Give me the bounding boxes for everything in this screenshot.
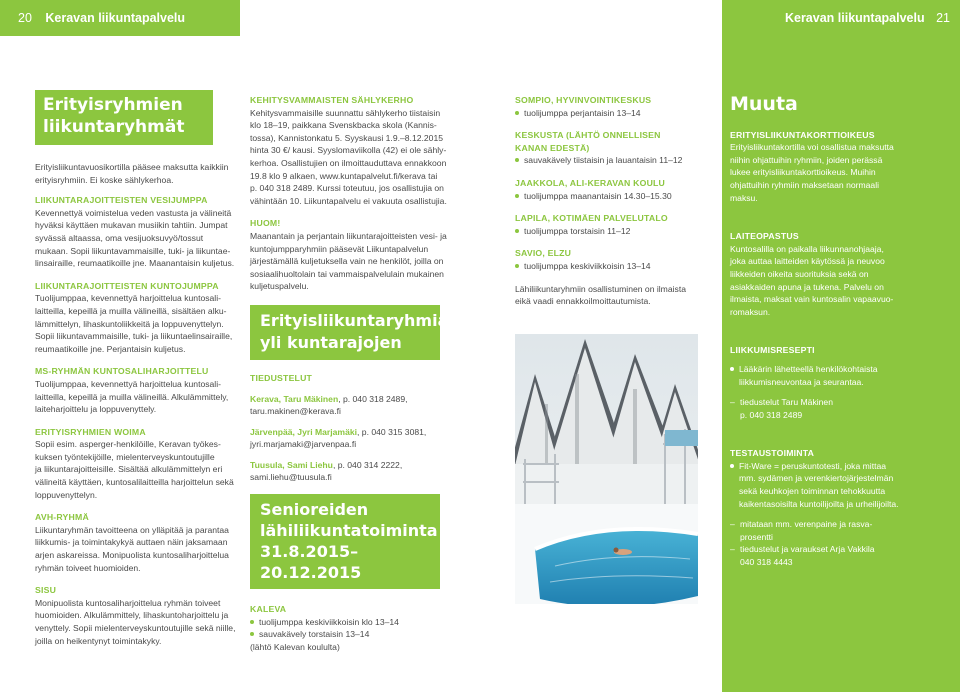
text-line: lukee erityisliikuntakorttioikeus. Muihin bbox=[730, 167, 876, 178]
text-line: Monipuolista kuntosaliharjoittelua ryhmän toiveet bbox=[35, 597, 221, 608]
section-sompio bbox=[515, 94, 715, 119]
list-item: tuolijumppa maanantaisin 14.30–15.30 bbox=[515, 190, 715, 203]
section-note bbox=[250, 217, 450, 293]
text-line: laitteilla, kepeillä ja muilla välineillä. Alkulämmittely, bbox=[35, 391, 229, 402]
section-water-gym bbox=[35, 194, 245, 270]
section-ms-group bbox=[35, 365, 245, 415]
text-line: mm. sydämen ja verenkiertojärjestelmän bbox=[739, 473, 894, 484]
text-line: loppuvenyttelyn. bbox=[35, 489, 98, 500]
winter-pool-illustration bbox=[515, 334, 698, 640]
text-line: huomioiden. Alkulämmittely, lihaskuntoharjoittelu ja bbox=[35, 610, 229, 621]
list-item: tuolijumppa keskiviikkoisin 13–14 bbox=[515, 260, 715, 273]
section-fitness-gym bbox=[35, 280, 245, 356]
section-heading: ERITYISRYHMIEN WOIMA bbox=[35, 426, 146, 437]
text-line: Erityisliikuntakortilla voi osallistua maksutta bbox=[730, 142, 894, 153]
text-line: liikkumis- ja toimintakykyä auttaen näin jaksamaan bbox=[35, 537, 228, 548]
section-heading: AVH-RYHMÄ bbox=[35, 512, 89, 523]
text-line: romaksun. bbox=[730, 306, 771, 317]
list-item: sauvakävely tiistaisin ja lauantaisin 11–12 bbox=[515, 154, 715, 167]
text-line: liikkumisneuvontaa ja seurantaa. bbox=[739, 376, 864, 387]
list-item: tuolijumppa keskiviikkoisin klo 13–14 bbox=[250, 616, 450, 629]
title-line: Erityisliikuntaryhmiä bbox=[260, 310, 449, 330]
contact-phone: , p. 040 318 2489, bbox=[338, 393, 408, 404]
section-floorball-club bbox=[250, 94, 450, 207]
text-line: ryhmän toiveet huomioiden. bbox=[35, 562, 141, 573]
section-lapila bbox=[515, 212, 715, 237]
text-line: Kuntosalilla on paikalla liikunnanohjaaja, bbox=[730, 243, 884, 254]
section-heading: LIIKKUMISRESEPTI bbox=[730, 345, 815, 356]
contact-phone: , p. 040 315 3081, bbox=[357, 426, 427, 437]
contact-name: Tuusula, Sami Liehu bbox=[250, 459, 333, 470]
text-line: 19.8 klo 9 alkaen, www.kuntapalvelut.fi/kerava tai bbox=[250, 170, 438, 181]
text-line: joilla on heikentynyt toimintakyky. bbox=[35, 635, 162, 646]
section-exercise-prescription bbox=[730, 344, 945, 421]
section-heading: LIIKUNTARAJOITTEISTEN VESIJUMPPA bbox=[35, 195, 208, 206]
text-line: sosiaalihuoltolain tai vammaispalvelulain mukainen bbox=[250, 268, 444, 279]
right-page-header bbox=[722, 0, 960, 36]
other-title: Muuta bbox=[730, 93, 798, 115]
section-sisu bbox=[35, 584, 245, 647]
title-line: liikuntaryhmät bbox=[43, 117, 185, 137]
text-line: Lääkärin lähetteellä henkilökohtaista bbox=[739, 363, 878, 374]
text-line: kuljetuspalvelu. bbox=[250, 281, 309, 292]
text-line: mukaan. Sopii liikuntavammaisille, tuki- ja liikuntae- bbox=[35, 245, 231, 256]
text-line: järjestämällä kuljetuksella vain ne henkilöt, joilla on bbox=[250, 256, 444, 267]
text-line: – tiedustelut ja varaukset Arja Vakkila bbox=[740, 544, 875, 555]
section-avh-group bbox=[35, 511, 245, 574]
column-floorball-and-contacts bbox=[250, 94, 450, 653]
title-line: Erityisryhmien bbox=[43, 95, 183, 115]
column-other-info bbox=[730, 80, 945, 569]
text-line: Lähiliikuntaryhmiin osallistuminen on ilmaista bbox=[515, 283, 686, 294]
left-page-number: 20 bbox=[18, 11, 32, 25]
text-line: laitteilla, kepeillä ja muilla välineillä, sisältäen alku- bbox=[35, 305, 227, 316]
section-heading: ERITYISLIIKUNTAKORTTIOIKEUS bbox=[730, 129, 875, 140]
list-item: tuolijumppa perjantaisin 13–14 bbox=[515, 107, 715, 120]
text-line: eikä vaadi ennakkoilmoittautumista. bbox=[515, 296, 651, 307]
text-line: kerhoa. Osallistujien on ilmoittauduttava ennakkoon bbox=[250, 157, 447, 168]
text-line: laiteharjoittelu ja loppuvenyttely. bbox=[35, 404, 157, 415]
section-heading: KEHITYSVAMMAISTEN SÄHLYKERHO bbox=[250, 95, 414, 105]
list-item: tuolijumppa torstaisin 11–12 bbox=[515, 225, 715, 238]
text-line: 040 318 4443 bbox=[740, 557, 793, 568]
text-line: liikkeiden oikeita suorituksia sekä on bbox=[730, 268, 869, 279]
text-line: erityisryhmiin. Ei koske sählykerhoa. bbox=[35, 174, 174, 185]
text-line: Kevennettyä voimistelua veden vastusta ja välineitä bbox=[35, 207, 232, 218]
section-savio bbox=[515, 247, 715, 272]
text-line: kaikentasoisilta kuntoilijoilta ja urheilijoilta. bbox=[739, 498, 899, 509]
contact-email[interactable]: jyri.marjamaki@jarvenpaa.fi bbox=[250, 439, 357, 450]
title-line: Senioreiden bbox=[260, 500, 369, 520]
text-line: p. 040 318 2489. Kurssi toteutuu, jos osallistujia on bbox=[250, 183, 444, 194]
contact-jarvenpaa bbox=[250, 426, 450, 451]
section-heading: TESTAUSTOIMINTA bbox=[730, 448, 815, 459]
text-line: Fit-Ware = peruskuntotesti, joka mittaa bbox=[739, 460, 887, 471]
column-special-groups bbox=[35, 90, 245, 647]
section-heading: TIEDUSTELUT bbox=[250, 372, 313, 383]
special-groups-title-box bbox=[35, 90, 213, 145]
text-line: kuksen työntekijöille, mielenterveyskuntoutujille bbox=[35, 451, 215, 462]
text-line: arjen askareissa. Monipuolista kuntosaliharjoittelua bbox=[35, 550, 229, 561]
section-heading: KALEVA bbox=[250, 604, 287, 615]
contact-email[interactable]: sami.liehu@tuusula.fi bbox=[250, 472, 332, 483]
text-line: ohjattuihin ryhmiin maksetaan normaali bbox=[730, 179, 880, 190]
text-line: joka auttaa laitteiden käytössä ja neuvoo bbox=[730, 256, 885, 267]
left-header-title: Keravan liikuntapalvelu bbox=[45, 11, 186, 25]
section-heading: SISU bbox=[35, 585, 57, 596]
section-heading: HUOM! bbox=[250, 218, 281, 229]
contact-email[interactable]: taru.makinen@kerava.fi bbox=[250, 406, 341, 417]
section-heading: MS-RYHMÄN KUNTOSALIHARJOITTELU bbox=[35, 366, 209, 377]
section-kaleva bbox=[250, 603, 450, 653]
dash-item bbox=[730, 518, 945, 543]
text-line: linsairaille, reumaatikoille jne. Maanantaisin kuljetus. bbox=[35, 258, 235, 269]
section-jaakkola bbox=[515, 177, 715, 202]
right-header-title: Keravan liikuntapalvelu bbox=[784, 11, 925, 25]
contact-tuusula bbox=[250, 459, 450, 484]
title-dates: 31.8.2015–20.12.2015 bbox=[260, 542, 362, 583]
text-line: p. 040 318 2489 bbox=[740, 409, 803, 420]
text-line: lämmittelyn, lihaskuntoliikkeitä ja loppuvenyttelyn. bbox=[35, 318, 224, 329]
text-line: välineitä käyttäen, kuntosalilaitteilla harjoittelun sekä bbox=[35, 477, 234, 488]
text-line: Sopii esim. asperger-henkilöille, Keravan työkes- bbox=[35, 439, 221, 450]
section-heading: SOMPIO, HYVINVOINTIKESKUS bbox=[515, 95, 652, 105]
section-special-card-right bbox=[730, 129, 945, 205]
text-line: asiakkaiden apuna ja tukena. Palvelu on bbox=[730, 281, 884, 292]
section-woima bbox=[35, 426, 245, 502]
text-line: vähintään 10. Liikuntapalvelu ei vakuuta osallistujia. bbox=[250, 195, 447, 206]
contact-kerava bbox=[250, 393, 450, 418]
text-line: Maanantain ja perjantain liikuntarajoitteisten vesi- ja bbox=[250, 230, 447, 241]
text-line: hyväksi käyttäen mukavan musiikin tahtiin. Jumpat bbox=[35, 220, 228, 231]
dash-item bbox=[730, 543, 945, 568]
senior-activity-title-box bbox=[250, 494, 440, 589]
intro-text bbox=[35, 161, 245, 186]
text-line: ilmaista, maksat vain kuntosalin vapaavuo- bbox=[730, 294, 894, 305]
section-keskusta bbox=[515, 129, 715, 167]
right-page-number: 21 bbox=[936, 11, 950, 25]
text-line: sekä keuhkojen toiminnan tehokkuutta bbox=[739, 486, 886, 497]
winter-outdoor-pool-photo bbox=[515, 334, 698, 640]
column-local-groups bbox=[515, 94, 715, 308]
section-heading: KESKUSTA (LÄHTÖ ONNELLISEN KANAN EDESTÄ) bbox=[515, 130, 661, 153]
text-line: niihin ohjattuihin ryhmiin, joiden perässä bbox=[730, 154, 883, 165]
title-line: lähiliikuntatoiminta bbox=[260, 521, 438, 541]
list-item bbox=[730, 363, 945, 388]
section-heading: SAVIO, ELZU bbox=[515, 248, 572, 259]
section-testing bbox=[730, 447, 945, 568]
text-line: kuntojumpparyhmiin pääsevät Liikuntapalvelun bbox=[250, 243, 429, 254]
free-participation-note bbox=[515, 283, 715, 308]
dash-item: – tiedustelut Taru Mäkinen bbox=[730, 396, 945, 409]
text-line: prosentti bbox=[740, 531, 773, 542]
text-line: Liikuntaryhmän tavoitteena on ylläpitää ja parantaa bbox=[35, 524, 229, 535]
section-heading: LAITEOPASTUS bbox=[730, 231, 799, 242]
text-line: klo 18–19, paikkana Svenskbacka skola (Kannis- bbox=[250, 120, 437, 131]
list-item: sauvakävely torstaisin 13–14 bbox=[250, 628, 450, 641]
text-line: syvässä altaassa, oma vesijuoksuvyö/tossut bbox=[35, 232, 204, 243]
text-line: maksu. bbox=[730, 192, 758, 203]
text-line: reumaatikoille jne. Perjantaisin kuljetus. bbox=[35, 343, 186, 354]
text-line: venyttely. Sopii mielenterveyskuntoutujille sekä niille, bbox=[35, 623, 236, 633]
text-line: – mitataan mm. verenpaine ja rasva- bbox=[740, 519, 873, 530]
text-line: (lähtö Kalevan koululta) bbox=[250, 641, 340, 652]
text-line: Tuolijumppaa, kevennettyä harjoittelua kuntosali- bbox=[35, 378, 221, 389]
section-heading: JAAKKOLA, ALI-KERAVAN KOULU bbox=[515, 177, 666, 188]
section-equipment-guidance bbox=[730, 230, 945, 318]
list-item bbox=[730, 460, 945, 510]
section-inquiries bbox=[250, 372, 450, 484]
contact-name: Kerava, Taru Mäkinen bbox=[250, 393, 339, 404]
section-heading: LAPILA, KOTIMÄEN PALVELUTALO bbox=[515, 213, 668, 224]
contact-phone: , p. 040 314 2222, bbox=[332, 459, 403, 470]
text-line: tossa), Kannistonkatu 5. Syyskausi 1.9.–8.12.2015 bbox=[250, 132, 444, 143]
section-heading: LIIKUNTARAJOITTEISTEN KUNTOJUMPPA bbox=[35, 280, 219, 291]
text-line: Sopii liikuntavammaisille, tuki- ja liikuntaelinsairaille, bbox=[35, 331, 233, 342]
contact-name: Järvenpää, Jyri Marjamäki bbox=[250, 426, 358, 437]
cross-border-groups-title-box bbox=[250, 305, 449, 360]
text-line: ja liikuntarajoitteisille. Sisältää alkulämmittelyn eri bbox=[35, 464, 223, 475]
text-line: Tuolijumppaa, kevennettyä harjoittelua kuntosali- bbox=[35, 293, 221, 304]
title-line: yli kuntarajojen bbox=[260, 332, 402, 352]
text-line: hinta 30 €/ kausi. Syyslomaviikolla (42) ei ole sähly- bbox=[250, 145, 447, 156]
text-line: Kehitysvammaisille suunnattu sählykerho tiistaisin bbox=[250, 107, 441, 118]
text-line: Erityisliikuntavuosikortilla pääsee maksutta kaikkiin bbox=[35, 162, 229, 172]
left-page-header bbox=[0, 0, 240, 36]
